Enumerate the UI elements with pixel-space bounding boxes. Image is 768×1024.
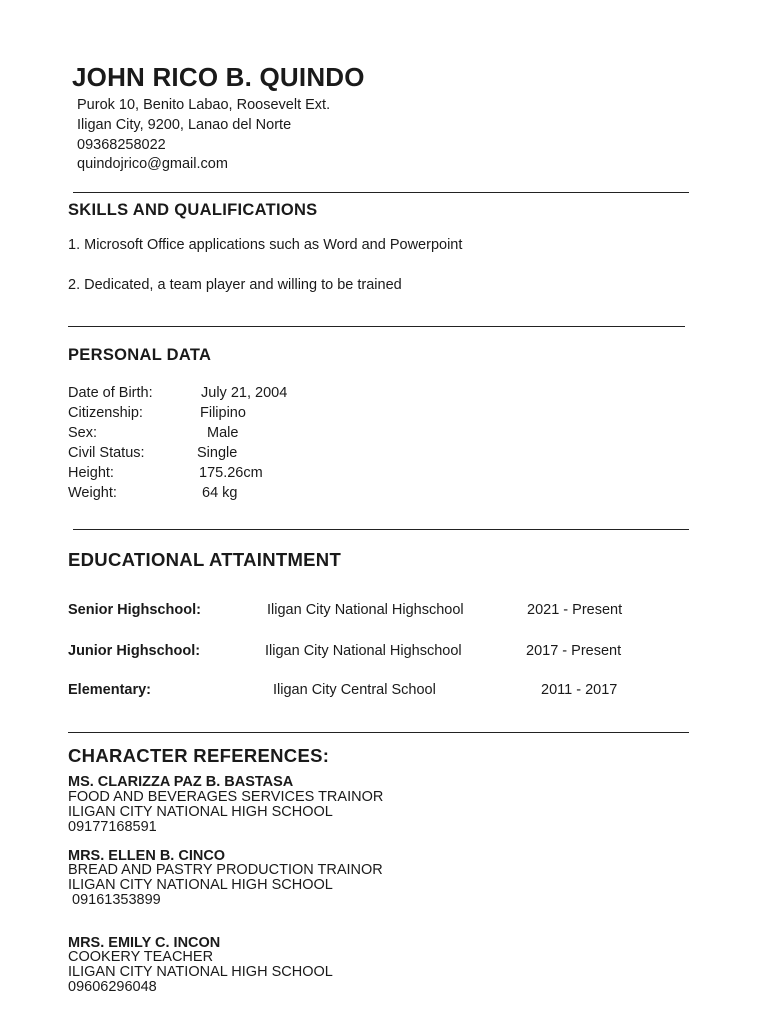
weight-value: 64 kg <box>202 485 238 501</box>
sex-label: Sex: <box>68 425 98 441</box>
elementary-years: 2011 - 2017 <box>541 682 618 698</box>
divider-header <box>73 192 689 193</box>
reference-name: MS. CLARIZZA PAZ B. BASTASA <box>68 774 294 790</box>
reference-school: ILIGAN CITY NATIONAL HIGH SCHOOL <box>68 964 333 980</box>
senior-highschool-years: 2021 - Present <box>527 602 623 618</box>
phone-number: 09368258022 <box>77 137 166 153</box>
reference-school: ILIGAN CITY NATIONAL HIGH SCHOOL <box>68 804 333 820</box>
personal-data-heading: PERSONAL DATA <box>68 346 212 364</box>
sex-value: Male <box>207 425 239 441</box>
civil-status-label: Civil Status: <box>68 445 145 461</box>
junior-highschool-label: Junior Highschool: <box>68 643 201 659</box>
skills-heading: SKILLS AND QUALIFICATIONS <box>68 201 318 219</box>
reference-phone: 09161353899 <box>68 892 161 908</box>
divider-education <box>68 732 689 733</box>
reference-name: MRS. ELLEN B. CINCO <box>68 848 226 864</box>
reference-phone: 09606296048 <box>68 979 157 995</box>
reference-position: COOKERY TEACHER <box>68 949 214 965</box>
civil-status-value: Single <box>197 445 238 461</box>
dob-value: July 21, 2004 <box>201 385 288 401</box>
reference-name: MRS. EMILY C. INCON <box>68 935 221 951</box>
citizenship-label: Citizenship: <box>68 405 143 421</box>
reference-position: FOOD AND BEVERAGES SERVICES TRAINOR <box>68 789 384 805</box>
citizenship-value: Filipino <box>200 405 246 421</box>
address-line-2: Iligan City, 9200, Lanao del Norte <box>77 117 292 133</box>
dob-label: Date of Birth: <box>68 385 153 401</box>
divider-skills <box>68 326 685 327</box>
reference-phone: 09177168591 <box>68 819 157 835</box>
weight-label: Weight: <box>68 485 117 501</box>
skill-item: 1. Microsoft Office applications such as Word and Powerpoint <box>68 237 463 253</box>
references-heading: CHARACTER REFERENCES: <box>68 745 330 766</box>
education-heading: EDUCATIONAL ATTAINTMENT <box>68 549 342 570</box>
junior-highschool-school: Iligan City National Highschool <box>265 643 462 659</box>
divider-personal <box>73 529 689 530</box>
reference-position: BREAD AND PASTRY PRODUCTION TRAINOR <box>68 862 383 878</box>
elementary-label: Elementary: <box>68 682 152 698</box>
email-address: quindojrico@gmail.com <box>77 156 228 172</box>
senior-highschool-label: Senior Highschool: <box>68 602 201 618</box>
junior-highschool-years: 2017 - Present <box>526 643 622 659</box>
elementary-school: Iligan City Central School <box>273 682 436 698</box>
height-label: Height: <box>68 465 114 481</box>
applicant-name: JOHN RICO B. QUINDO <box>72 62 365 92</box>
reference-school: ILIGAN CITY NATIONAL HIGH SCHOOL <box>68 877 333 893</box>
skill-item: 2. Dedicated, a team player and willing to be trained <box>68 277 402 293</box>
address-line-1: Purok 10, Benito Labao, Roosevelt Ext. <box>77 97 331 113</box>
height-value: 175.26cm <box>199 465 263 481</box>
senior-highschool-school: Iligan City National Highschool <box>267 602 464 618</box>
